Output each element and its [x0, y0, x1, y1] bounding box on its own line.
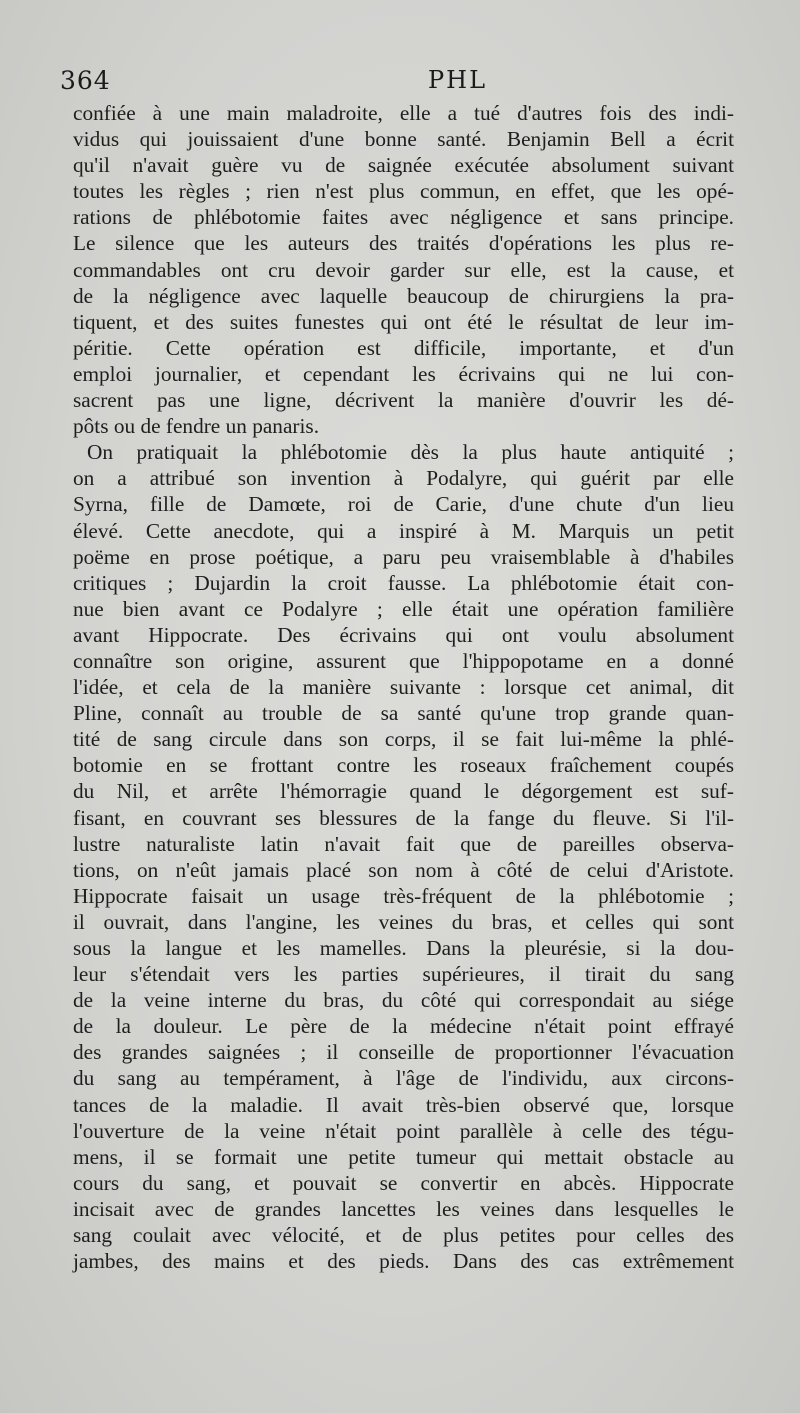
text-line: pôts ou de fendre un panaris.: [73, 414, 320, 439]
paragraph-container: [73, 100, 734, 1274]
text-line: Le silence que les auteurs des traités d'opérations les plus re-: [73, 231, 734, 256]
text-line: tions, on n'eût jamais placé son nom à côté de celui d'Aristote.: [73, 857, 734, 882]
text-line: botomie en se frottant contre les roseaux fraîchement coupés: [73, 753, 734, 778]
paragraph: [73, 439, 734, 1274]
text-line: jambes, des mains et des pieds. Dans des cas extrêmement: [73, 1249, 734, 1274]
text-line: de la négligence avec laquelle beaucoup de chirurgiens la pra-: [73, 283, 734, 308]
text-line: On pratiquait la phlébotomie dès la plus haute antiquité ;: [87, 440, 734, 465]
text-line: lustre naturaliste latin n'avait fait que de pareilles observa-: [73, 831, 734, 856]
text-line: sang coulait avec vélocité, et de plus petites pour celles des: [73, 1223, 734, 1248]
text-line: nue bien avant ce Podalyre ; elle était une opération familière: [73, 596, 734, 621]
page-number: 364: [60, 66, 111, 95]
text-line: fisant, en couvrant ses blessures de la fange du fleuve. Si l'il-: [73, 805, 734, 830]
text-line: il ouvrait, dans l'angine, les veines du bras, et celles qui sont: [73, 909, 734, 934]
text-line: avant Hippocrate. Des écrivains qui ont voulu absolument: [73, 622, 734, 647]
text-line: vidus qui jouissaient d'une bonne santé. Benjamin Bell a écrit: [73, 127, 734, 152]
text-line: incisait avec de grandes lancettes les veines dans lesquelles le: [73, 1196, 734, 1221]
text-line: élevé. Cette anecdote, qui a inspiré à M. Marquis un petit: [73, 518, 734, 543]
text-line: de la veine interne du bras, du côté qui correspondait au siége: [73, 988, 734, 1013]
text-line: Syrna, fille de Damœte, roi de Carie, d'une chute d'un lieu: [73, 492, 734, 517]
body-text: [73, 100, 734, 1274]
text-line: connaître son origine, assurent que l'hippopotame en a donné: [73, 648, 734, 673]
page-header: [60, 66, 740, 100]
text-line: Hippocrate faisait un usage très-fréquent de la phlébotomie ;: [73, 883, 734, 908]
text-line: Pline, connaît au trouble de sa santé qu'une trop grande quan-: [73, 701, 734, 726]
text-line: du Nil, et arrête l'hémorragie quand le dégorgement est suf-: [73, 779, 734, 804]
text-line: commandables ont cru devoir garder sur elle, est la cause, et: [73, 257, 734, 282]
text-line: confiée à une main maladroite, elle a tué d'autres fois des indi-: [73, 101, 734, 125]
text-line: de la douleur. Le père de la médecine n'était point effrayé: [73, 1014, 734, 1039]
text-line: tiquent, et des suites funestes qui ont été le résultat de leur im-: [73, 309, 734, 334]
text-line: tances de la maladie. Il avait très-bien observé que, lorsque: [73, 1092, 734, 1117]
text-line: mens, il se formait une petite tumeur qui mettait obstacle au: [73, 1144, 734, 1169]
text-line: cours du sang, et pouvait se convertir en abcès. Hippocrate: [73, 1170, 734, 1195]
paragraph: [73, 100, 734, 439]
text-line: péritie. Cette opération est difficile, importante, et d'un: [73, 335, 734, 360]
text-line: qu'il n'avait guère vu de saignée exécutée absolument suivant: [73, 153, 734, 178]
text-line: l'idée, et cela de la manière suivante : lorsque cet animal, dit: [73, 675, 734, 700]
text-line: leur s'étendait vers les parties supérieures, il tirait du sang: [73, 962, 734, 987]
text-line: rations de phlébotomie faites avec négligence et sans principe.: [73, 205, 734, 230]
text-line: l'ouverture de la veine n'était point parallèle à celle des tégu-: [73, 1118, 734, 1143]
text-line: du sang au tempérament, à l'âge de l'individu, aux circons-: [73, 1066, 734, 1091]
text-line: sous la langue et les mamelles. Dans la pleurésie, si la dou-: [73, 936, 734, 960]
text-line: critiques ; Dujardin la croit fausse. La phlébotomie était con-: [73, 570, 734, 595]
text-line: tité de sang circule dans son corps, il se fait lui-même la phlé-: [73, 727, 734, 752]
text-line: sacrent pas une ligne, décrivent la manière d'ouvrir les dé-: [73, 388, 734, 413]
text-line: poëme en prose poétique, a paru peu vraisemblable à d'habiles: [73, 544, 734, 569]
text-line: des grandes saignées ; il conseille de proportionner l'évacuation: [73, 1040, 734, 1065]
running-head: PHL: [428, 66, 488, 94]
text-line: on a attribué son invention à Podalyre, qui guérit par elle: [73, 466, 734, 491]
text-line: emploi journalier, et cependant les écrivains qui ne lui con-: [73, 361, 734, 386]
text-line: toutes les règles ; rien n'est plus commun, en effet, que les opé-: [73, 179, 734, 204]
